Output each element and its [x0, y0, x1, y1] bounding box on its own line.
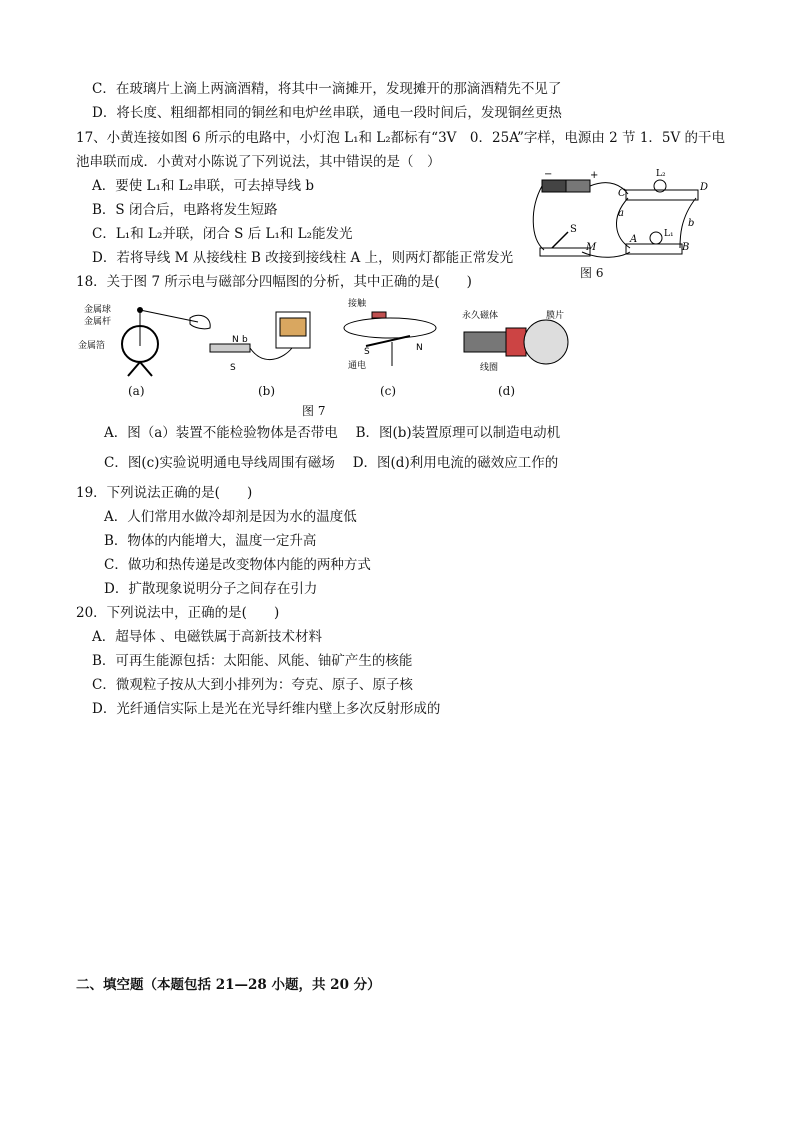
- rod-to-hand: [140, 310, 198, 322]
- q19-option-a: A．人们常用水做冷却剂是因为水的温度低: [104, 509, 357, 525]
- label-wire-a: a: [618, 208, 624, 219]
- label-metal-foil: 金属箔: [78, 341, 106, 351]
- q18-options-cd: C．图(c)实验说明通电导线周围有磁场 D．图(d)利用电流的磁效应工作的: [104, 455, 559, 471]
- coil-block: [506, 328, 526, 356]
- label-l1: L₁: [664, 229, 674, 239]
- figure-6-circuit: [530, 168, 710, 268]
- q16-option-c: C．在玻璃片上滴上两滴酒精，将其中一滴摊开，发现摊开的那滴酒精先不见了: [92, 81, 562, 97]
- figure-7-subcaption-a: (a): [128, 384, 145, 398]
- diaphragm-disk: [524, 320, 568, 364]
- label-power-on: 通电: [348, 361, 367, 371]
- label-c-n: N: [416, 343, 423, 353]
- figure-7-caption: 图 7: [302, 404, 326, 418]
- label-b-b: b: [242, 335, 248, 345]
- q20-option-b: B．可再生能源包括：太阳能、风能、铀矿产生的核能: [92, 653, 413, 669]
- label-metal-ball: 金属球: [84, 305, 112, 315]
- q17-option-c: C．L₁和 L₂并联，闭合 S 后 L₁和 L₂能发光: [92, 226, 353, 242]
- label-b-s: S: [230, 363, 236, 373]
- figure-6-caption: 图 6: [580, 266, 604, 280]
- q20-option-a: A．超导体 、电磁铁属于高新技术材料: [92, 629, 323, 645]
- q17-stem-line2: 池串联而成．小黄对小陈说了下列说法，其中错误的是（ ）: [76, 154, 441, 170]
- svg-text:+: +: [590, 170, 599, 181]
- q16-option-d: D．将长度、粗细都相同的铜丝和电炉丝串联，通电一段时间后，发现铜丝更热: [92, 105, 562, 121]
- magnet-block: [464, 332, 506, 352]
- label-d: D: [700, 182, 709, 193]
- label-b-n: N: [232, 335, 239, 345]
- label-c-s: S: [364, 347, 370, 357]
- label-contact: 接触: [348, 299, 367, 309]
- svg-text:−: −: [544, 169, 553, 180]
- board-bottom: [626, 244, 682, 254]
- label-coil: 线圈: [480, 363, 499, 373]
- wire-loop: [344, 318, 436, 338]
- q18-options-ab: A．图（a）装置不能检验物体是否带电 B．图(b)装置原理可以制造电动机: [104, 425, 561, 441]
- battery-cell-2: [566, 180, 590, 192]
- q17-option-b: B．S 闭合后，电路将发生短路: [92, 202, 278, 218]
- wire-a: [616, 198, 630, 248]
- label-permanent-magnet: 永久磁体: [462, 311, 499, 321]
- section-2-title: 二、填空题（本题包括 21—28 小题，共 20 分）: [76, 977, 381, 993]
- q17-option-d: D．若将导线 M 从接线柱 B 改接到接线柱 A 上，则两灯都能正常发光: [92, 250, 514, 266]
- label-a: A: [630, 234, 638, 245]
- label-diaphragm: 膜片: [546, 311, 565, 321]
- figure-7-panel-d-microphone: [460, 308, 580, 378]
- figure-7-panel-c-oersted: [340, 296, 440, 376]
- wire-battery-switch: [533, 186, 544, 250]
- battery-c: [372, 312, 386, 318]
- q20-option-d: D．光纤通信实际上是光在光导纤维内壁上多次反射形成的: [92, 701, 441, 717]
- label-metal-rod: 金属杆: [84, 317, 112, 327]
- q18-stem: 18．关于图 7 所示电与磁部分四幅图的分析，其中正确的是( ): [76, 274, 472, 290]
- q17-option-a: A．要使 L₁和 L₂串联，可去掉导线 b: [92, 178, 315, 194]
- q19-option-c: C．做功和热传递是改变物体内能的两种方式: [104, 557, 371, 573]
- lamp-l1-icon: [650, 232, 662, 244]
- figure-7-subcaption-b: (b): [258, 384, 276, 398]
- label-m: M: [586, 242, 597, 253]
- figure-7-subcaption-d: (d): [498, 384, 516, 398]
- label-wire-b: b: [688, 218, 695, 229]
- electroscope-stand: [128, 362, 152, 376]
- label-c: C: [618, 188, 626, 199]
- magnet-bar: [210, 344, 250, 352]
- battery-cell-1: [542, 180, 566, 192]
- figure-7-subcaption-c: (c): [380, 384, 397, 398]
- figure-7-panel-b-magnet: [204, 308, 314, 378]
- wire-coil: [250, 348, 292, 360]
- q19-option-b: B．物体的内能增大，温度一定升高: [104, 533, 317, 549]
- q20-stem: 20．下列说法中，正确的是( ): [76, 605, 280, 621]
- q17-stem-line1: 17、小黄连接如图 6 所示的电路中，小灯泡 L₁和 L₂都标有“3V 0．25A”字样，电源由 2 节 1．5V 的干电: [76, 130, 726, 146]
- figure-7-panel-a-electroscope: [78, 300, 218, 380]
- q19-option-d: D．扩散现象说明分子之间存在引力: [104, 581, 318, 597]
- galvanometer-dial: [280, 318, 306, 336]
- q19-stem: 19．下列说法正确的是( ): [76, 485, 253, 501]
- label-s: S: [570, 224, 577, 235]
- label-l2: L₂: [656, 169, 666, 179]
- label-b: B: [682, 242, 690, 253]
- q20-option-c: C．微观粒子按从大到小排列为：夸克、原子、原子核: [92, 677, 413, 693]
- switch-lever: [552, 232, 568, 248]
